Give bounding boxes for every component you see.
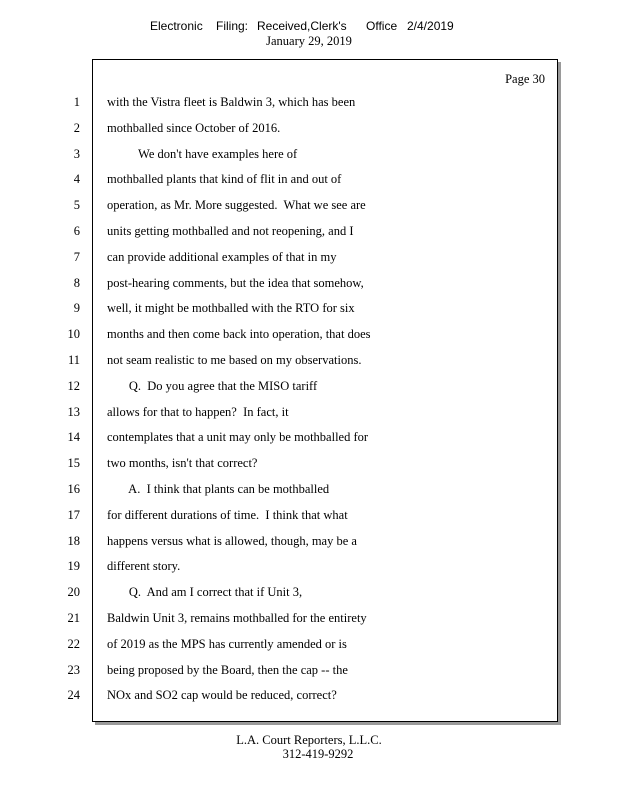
filed-date: January 29, 2019 — [266, 34, 352, 48]
transcript-line-text: mothballed plants that kind of flit in and out of — [107, 172, 342, 186]
line-number: 10 — [67, 327, 80, 341]
line-number: 8 — [73, 276, 80, 290]
transcript-line-text: happens versus what is allowed, though, may be a — [107, 534, 357, 548]
line-number: 13 — [67, 405, 80, 419]
stamp-word-electronic: Electronic — [150, 19, 203, 33]
line-number: 18 — [67, 534, 80, 548]
transcript-line-text: not seam realistic to me based on my observations. — [107, 353, 362, 367]
line-number: 5 — [73, 198, 80, 212]
line-number: 16 — [67, 482, 80, 496]
transcript-line-text: NOx and SO2 cap would be reduced, correct? — [107, 688, 337, 702]
line-number: 17 — [67, 508, 80, 522]
transcript-line-text: being proposed by the Board, then the cap -- the — [107, 663, 348, 677]
transcript-line-text: with the Vistra fleet is Baldwin 3, which has been — [107, 95, 356, 109]
line-number: 7 — [73, 250, 80, 264]
stamp-date: 2/4/2019 — [407, 19, 454, 33]
transcript-line-text: units getting mothballed and not reopening, and I — [107, 224, 354, 238]
line-number: 4 — [73, 172, 80, 186]
transcript-line-text: well, it might be mothballed with the RTO for six — [107, 301, 355, 315]
transcript-line-text: can provide additional examples of that in my — [107, 250, 337, 264]
transcript-line-text: for different durations of time. I think that what — [107, 508, 348, 522]
line-number: 22 — [67, 637, 80, 651]
transcript-line-text: months and then come back into operation, that does — [107, 327, 371, 341]
court-reporter-name: L.A. Court Reporters, L.L.C. — [236, 733, 382, 747]
transcript-line-text: mothballed since October of 2016. — [107, 121, 281, 135]
line-number: 19 — [67, 559, 80, 573]
transcript-line-text: post-hearing comments, but the idea that somehow, — [107, 276, 364, 290]
transcript-line-text: contemplates that a unit may only be mothballed for — [107, 430, 369, 444]
transcript-line-text: Q. Do you agree that the MISO tariff — [107, 379, 318, 393]
line-number: 24 — [67, 688, 80, 702]
line-number: 9 — [73, 301, 80, 315]
transcript-line-text: of 2019 as the MPS has currently amended or is — [107, 637, 347, 651]
transcript-line-text: We don't have examples here of — [107, 147, 298, 161]
transcript-line-text: allows for that to happen? In fact, it — [107, 405, 289, 419]
line-number: 6 — [73, 224, 80, 238]
line-number: 3 — [73, 147, 80, 161]
line-number: 2 — [73, 121, 80, 135]
stamp-word-received-clerks: Received,Clerk's — [257, 19, 347, 33]
stamp-word-office: Office — [366, 19, 398, 33]
line-number: 12 — [67, 379, 80, 393]
transcript-line-text: Q. And am I correct that if Unit 3, — [107, 585, 303, 599]
transcript-line-text: Baldwin Unit 3, remains mothballed for the entirety — [107, 611, 367, 625]
line-number: 11 — [67, 353, 80, 367]
transcript-line-text: two months, isn't that correct? — [107, 456, 258, 470]
line-number: 23 — [67, 663, 80, 677]
transcript-line-text: different story. — [107, 559, 181, 573]
line-number: 14 — [67, 430, 80, 444]
transcript-line-text: operation, as Mr. More suggested. What we see are — [107, 198, 366, 212]
line-number: 15 — [67, 456, 80, 470]
line-number: 21 — [67, 611, 80, 625]
transcript-line-text: A. I think that plants can be mothballed — [107, 482, 330, 496]
court-reporter-phone: 312-419-9292 — [282, 747, 354, 761]
page-number: Page 30 — [505, 72, 545, 86]
line-number: 1 — [73, 95, 80, 109]
stamp-word-filing: Filing: — [216, 19, 249, 33]
line-number: 20 — [67, 585, 80, 599]
